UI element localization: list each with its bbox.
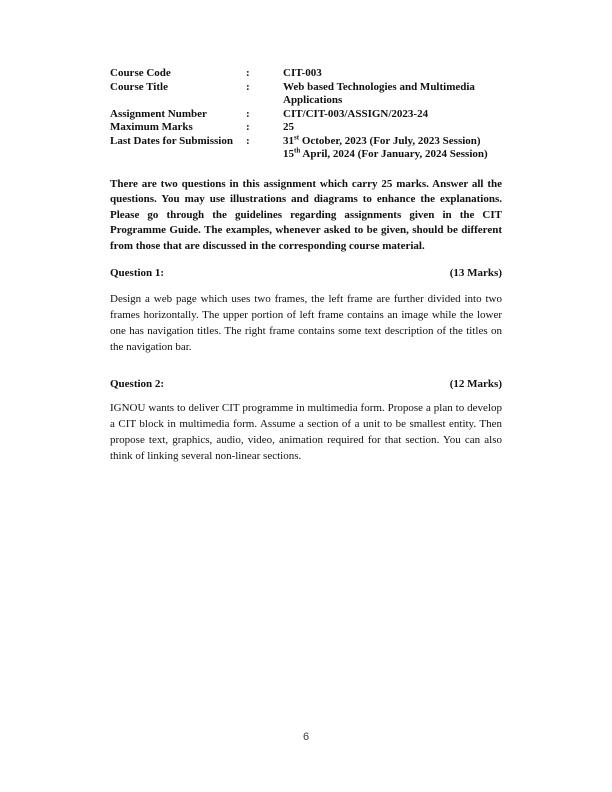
assignment-number-label: Assignment Number xyxy=(110,107,207,120)
maximum-marks-value: 25 xyxy=(283,121,294,133)
date-day: 31 xyxy=(283,134,294,147)
separator-colon: : xyxy=(246,121,250,133)
separator-colon: : xyxy=(246,134,250,147)
course-title-label: Course Title xyxy=(110,80,168,93)
header-row-course-code xyxy=(110,67,502,81)
question-2-body: IGNOU wants to deliver CIT programme in multimedia form. Propose a plan to develop a CIT block in multimedia form. Assume a section of a unit to be smallest entity. Then propose text, graphics, audio, video, animation required for that section. You can also think of linking several non-linear sections. xyxy=(110,402,502,462)
course-code-value: CIT-003 xyxy=(283,67,322,79)
submission-date-july-session xyxy=(283,132,481,147)
separator-colon: : xyxy=(246,107,250,120)
course-title-value: Web based Technologies and Multimedia Applications xyxy=(283,80,475,106)
date-rest: April, 2024 (For January, 2024 Session) xyxy=(300,148,488,160)
header-row-assignment-number xyxy=(110,108,502,122)
question-2-marks: (12 Marks) xyxy=(449,378,502,390)
assignment-instructions-paragraph: There are two questions in this assignment which carry 25 marks. Answer all the questions. You may use illustrations and diagrams to enhance the explanations. Please go through the guidelines regarding assignments given in the CIT Programme Guide. The examples, whenever asked to be given, should be different from those that are discussed in the corresponding course material. xyxy=(110,177,502,252)
page-content xyxy=(110,67,502,475)
maximum-marks-label: Maximum Marks xyxy=(110,121,193,133)
date-ordinal: st xyxy=(294,132,300,141)
question-1-body: Design a web page which uses two frames, the left frame are further divided into two frames horizontally. The upper portion of left frame contains an image while the lower one has navigation titles. The right frame contains some text description of the titles on the navigation bar. xyxy=(110,293,502,353)
submission-dates-value xyxy=(283,132,502,162)
question-2-header xyxy=(110,377,502,391)
submission-date-january-session xyxy=(283,148,488,160)
separator-colon: : xyxy=(246,67,250,79)
header-row-maximum-marks xyxy=(110,121,502,135)
course-header-block xyxy=(110,67,502,162)
header-row-submission-dates xyxy=(110,132,502,162)
page-number: 6 xyxy=(302,731,310,743)
course-code-label: Course Code xyxy=(110,67,171,79)
date-rest: October, 2023 (For July, 2023 Session) xyxy=(299,134,481,147)
question-1-title: Question 1: xyxy=(110,267,165,279)
date-day: 15 xyxy=(283,148,294,160)
question-1-header xyxy=(110,266,502,280)
question-1-marks: (13 Marks) xyxy=(449,267,502,279)
submission-dates-label: Last Dates for Submission xyxy=(110,134,233,147)
question-2-title: Question 2: xyxy=(110,378,165,390)
separator-colon: : xyxy=(246,80,250,93)
date-ordinal: th xyxy=(294,146,301,155)
assignment-number-value: CIT/CIT-003/ASSIGN/2023-24 xyxy=(283,107,429,120)
header-row-course-title xyxy=(110,81,502,108)
